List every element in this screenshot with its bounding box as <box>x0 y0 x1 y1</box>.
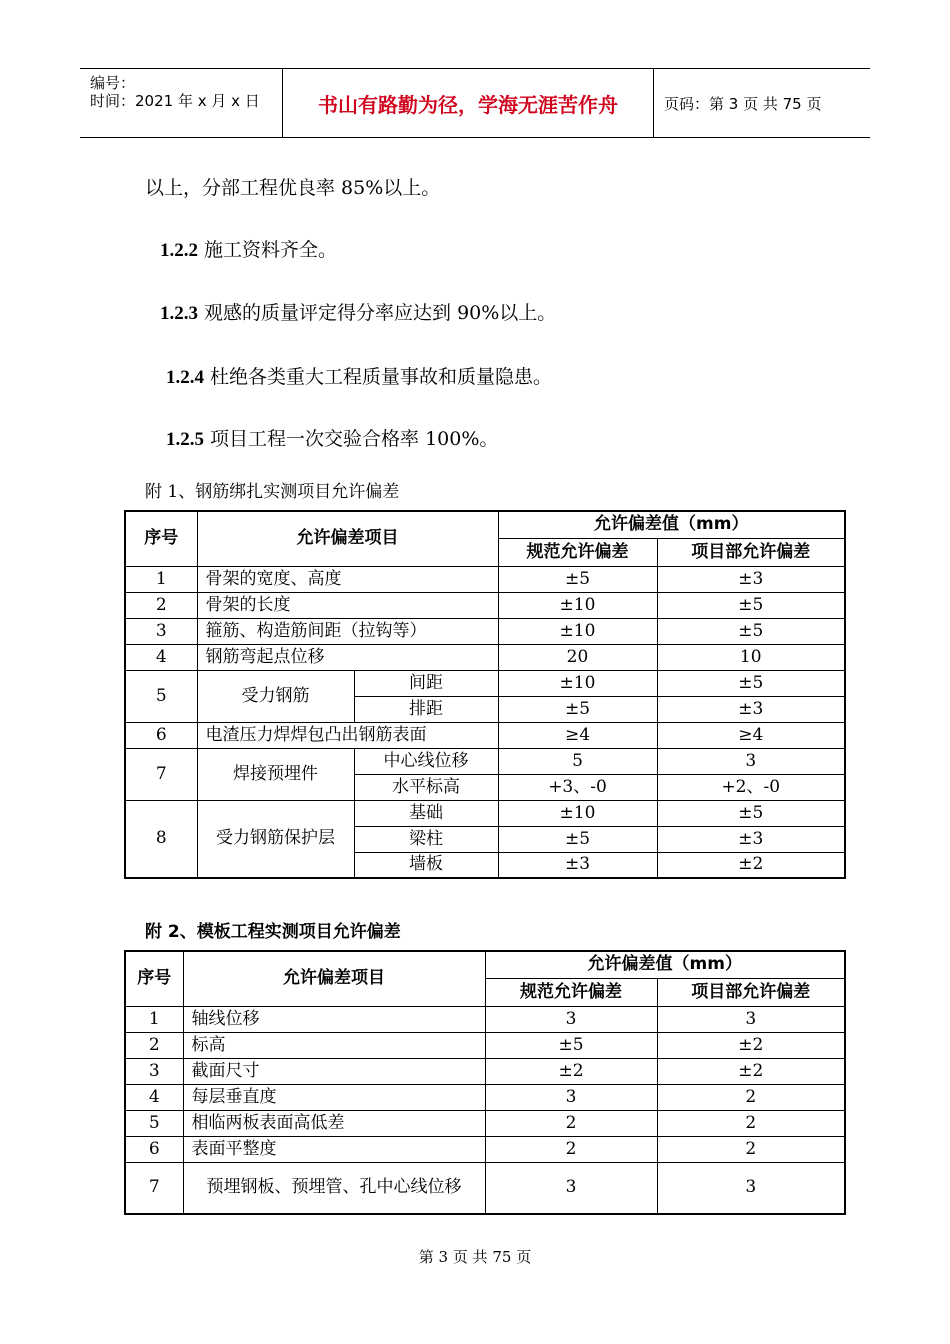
row-spec: 3 <box>485 1084 657 1110</box>
row-spec: +3、-0 <box>498 774 657 800</box>
row-seq: 3 <box>125 1058 183 1084</box>
row-dept: 10 <box>657 644 845 670</box>
row-dept: 3 <box>657 1006 845 1032</box>
row-spec: ±10 <box>498 618 657 644</box>
row-seq: 2 <box>125 592 197 618</box>
row-spec: ±5 <box>498 566 657 592</box>
header-meta <box>80 69 283 137</box>
row-spec: ≥4 <box>498 722 657 748</box>
row-spec: 3 <box>485 1006 657 1032</box>
table-row <box>125 592 845 618</box>
header-spec: 规范允许偏差 <box>498 538 657 566</box>
page-footer: 第 3 页 共 75 页 <box>418 1248 532 1266</box>
table-row <box>125 1006 845 1032</box>
row-subitem: 中心线位移 <box>354 748 498 774</box>
header-value: 允许偏差值（mm） <box>485 951 845 978</box>
rebar-tolerance-table <box>124 510 846 879</box>
row-spec: ±5 <box>498 696 657 722</box>
section-1-2-4 <box>166 362 552 389</box>
row-dept: ±2 <box>657 1032 845 1058</box>
row-item: 焊接预埋件 <box>197 748 354 800</box>
header-seq: 序号 <box>125 511 197 566</box>
header-spec: 规范允许偏差 <box>485 978 657 1006</box>
header-dept: 项目部允许偏差 <box>657 978 845 1006</box>
table-row <box>125 566 845 592</box>
table-row <box>125 722 845 748</box>
row-item: 每层垂直度 <box>183 1084 485 1110</box>
table1-caption: 附 1、钢筋绑扎实测项目允许偏差 <box>145 482 400 502</box>
header-page-info: 页码：第 3 页 共 75 页 <box>664 94 822 113</box>
table-row <box>125 1110 845 1136</box>
row-seq: 4 <box>125 644 197 670</box>
row-dept: ±5 <box>657 592 845 618</box>
row-spec: ±2 <box>485 1058 657 1084</box>
header-motto: 书山有路勤为径，学海无涯苦作舟 <box>283 69 654 137</box>
row-item: 表面平整度 <box>183 1136 485 1162</box>
header-item: 允许偏差项目 <box>183 951 485 1006</box>
table2-caption: 附 2、模板工程实测项目允许偏差 <box>145 922 401 942</box>
row-item: 受力钢筋 <box>197 670 354 722</box>
table-row <box>125 1162 845 1214</box>
table-row <box>125 618 845 644</box>
row-seq: 1 <box>125 1006 183 1032</box>
row-subitem: 间距 <box>354 670 498 696</box>
header-value: 允许偏差值（mm） <box>498 511 845 538</box>
row-item: 骨架的宽度、高度 <box>197 566 498 592</box>
header-item: 允许偏差项目 <box>197 511 498 566</box>
row-seq: 7 <box>125 1162 183 1214</box>
body-paragraph: 以上，分部工程优良率 85%以上。 <box>145 177 441 199</box>
row-spec: ±5 <box>485 1032 657 1058</box>
section-number: 1.2.3 <box>160 303 198 324</box>
row-seq: 2 <box>125 1032 183 1058</box>
table-row <box>125 1058 845 1084</box>
section-text: 施工资料齐全。 <box>198 239 338 261</box>
header-seq: 序号 <box>125 951 183 1006</box>
row-spec: ±10 <box>498 800 657 826</box>
row-spec: ±5 <box>498 826 657 852</box>
header-dept: 项目部允许偏差 <box>657 538 845 566</box>
row-dept: 2 <box>657 1136 845 1162</box>
row-spec: 2 <box>485 1136 657 1162</box>
row-seq: 5 <box>125 1110 183 1136</box>
row-seq: 8 <box>125 800 197 878</box>
row-spec: 3 <box>485 1162 657 1214</box>
row-dept: ±5 <box>657 670 845 696</box>
section-text: 项目工程一次交验合格率 100%。 <box>204 428 499 450</box>
row-seq: 5 <box>125 670 197 722</box>
row-item: 受力钢筋保护层 <box>197 800 354 878</box>
row-subitem: 梁柱 <box>354 826 498 852</box>
row-spec: ±10 <box>498 592 657 618</box>
row-item: 相临两板表面高低差 <box>183 1110 485 1136</box>
section-1-2-2 <box>160 235 337 262</box>
row-dept: ±2 <box>657 1058 845 1084</box>
section-number: 1.2.2 <box>160 240 198 261</box>
section-1-2-3 <box>160 298 556 325</box>
row-dept: ±3 <box>657 566 845 592</box>
row-item: 预埋钢板、预埋管、孔中心线位移 <box>183 1162 485 1214</box>
row-dept: 2 <box>657 1110 845 1136</box>
row-item: 截面尺寸 <box>183 1058 485 1084</box>
table-row <box>125 1136 845 1162</box>
row-seq: 6 <box>125 1136 183 1162</box>
section-number: 1.2.4 <box>166 367 204 388</box>
row-spec: ±3 <box>498 852 657 878</box>
row-item: 骨架的长度 <box>197 592 498 618</box>
row-spec: 5 <box>498 748 657 774</box>
row-subitem: 基础 <box>354 800 498 826</box>
row-dept: +2、-0 <box>657 774 845 800</box>
section-text: 杜绝各类重大工程质量事故和质量隐患。 <box>204 366 553 388</box>
number-label: 编号： <box>90 74 136 92</box>
row-item: 箍筋、构造筋间距（拉钩等） <box>197 618 498 644</box>
section-1-2-5 <box>166 424 498 451</box>
row-seq: 1 <box>125 566 197 592</box>
row-dept: ±2 <box>657 852 845 878</box>
row-spec: 20 <box>498 644 657 670</box>
row-spec: 2 <box>485 1110 657 1136</box>
row-item: 标高 <box>183 1032 485 1058</box>
table-row <box>125 748 845 774</box>
row-dept: 2 <box>657 1084 845 1110</box>
row-dept: 3 <box>657 748 845 774</box>
row-dept: ±5 <box>657 618 845 644</box>
section-number: 1.2.5 <box>166 429 204 450</box>
row-item: 轴线位移 <box>183 1006 485 1032</box>
row-seq: 4 <box>125 1084 183 1110</box>
page-header <box>80 68 870 138</box>
row-dept: ±3 <box>657 826 845 852</box>
table-row <box>125 1084 845 1110</box>
row-seq: 7 <box>125 748 197 800</box>
row-spec: ±10 <box>498 670 657 696</box>
table-row <box>125 800 845 826</box>
row-dept: 3 <box>657 1162 845 1214</box>
time-label: 时间：2021 年 x 月 x 日 <box>90 92 260 110</box>
table-row <box>125 644 845 670</box>
row-subitem: 排距 <box>354 696 498 722</box>
row-dept: ≥4 <box>657 722 845 748</box>
table-row <box>125 670 845 696</box>
formwork-tolerance-table <box>124 950 846 1215</box>
section-text: 观感的质量评定得分率应达到 90%以上。 <box>198 302 557 324</box>
row-seq: 6 <box>125 722 197 748</box>
row-dept: ±5 <box>657 800 845 826</box>
row-item: 钢筋弯起点位移 <box>197 644 498 670</box>
table-row <box>125 1032 845 1058</box>
row-item: 电渣压力焊焊包凸出钢筋表面 <box>197 722 498 748</box>
row-subitem: 墙板 <box>354 852 498 878</box>
row-seq: 3 <box>125 618 197 644</box>
row-subitem: 水平标高 <box>354 774 498 800</box>
row-dept: ±3 <box>657 696 845 722</box>
